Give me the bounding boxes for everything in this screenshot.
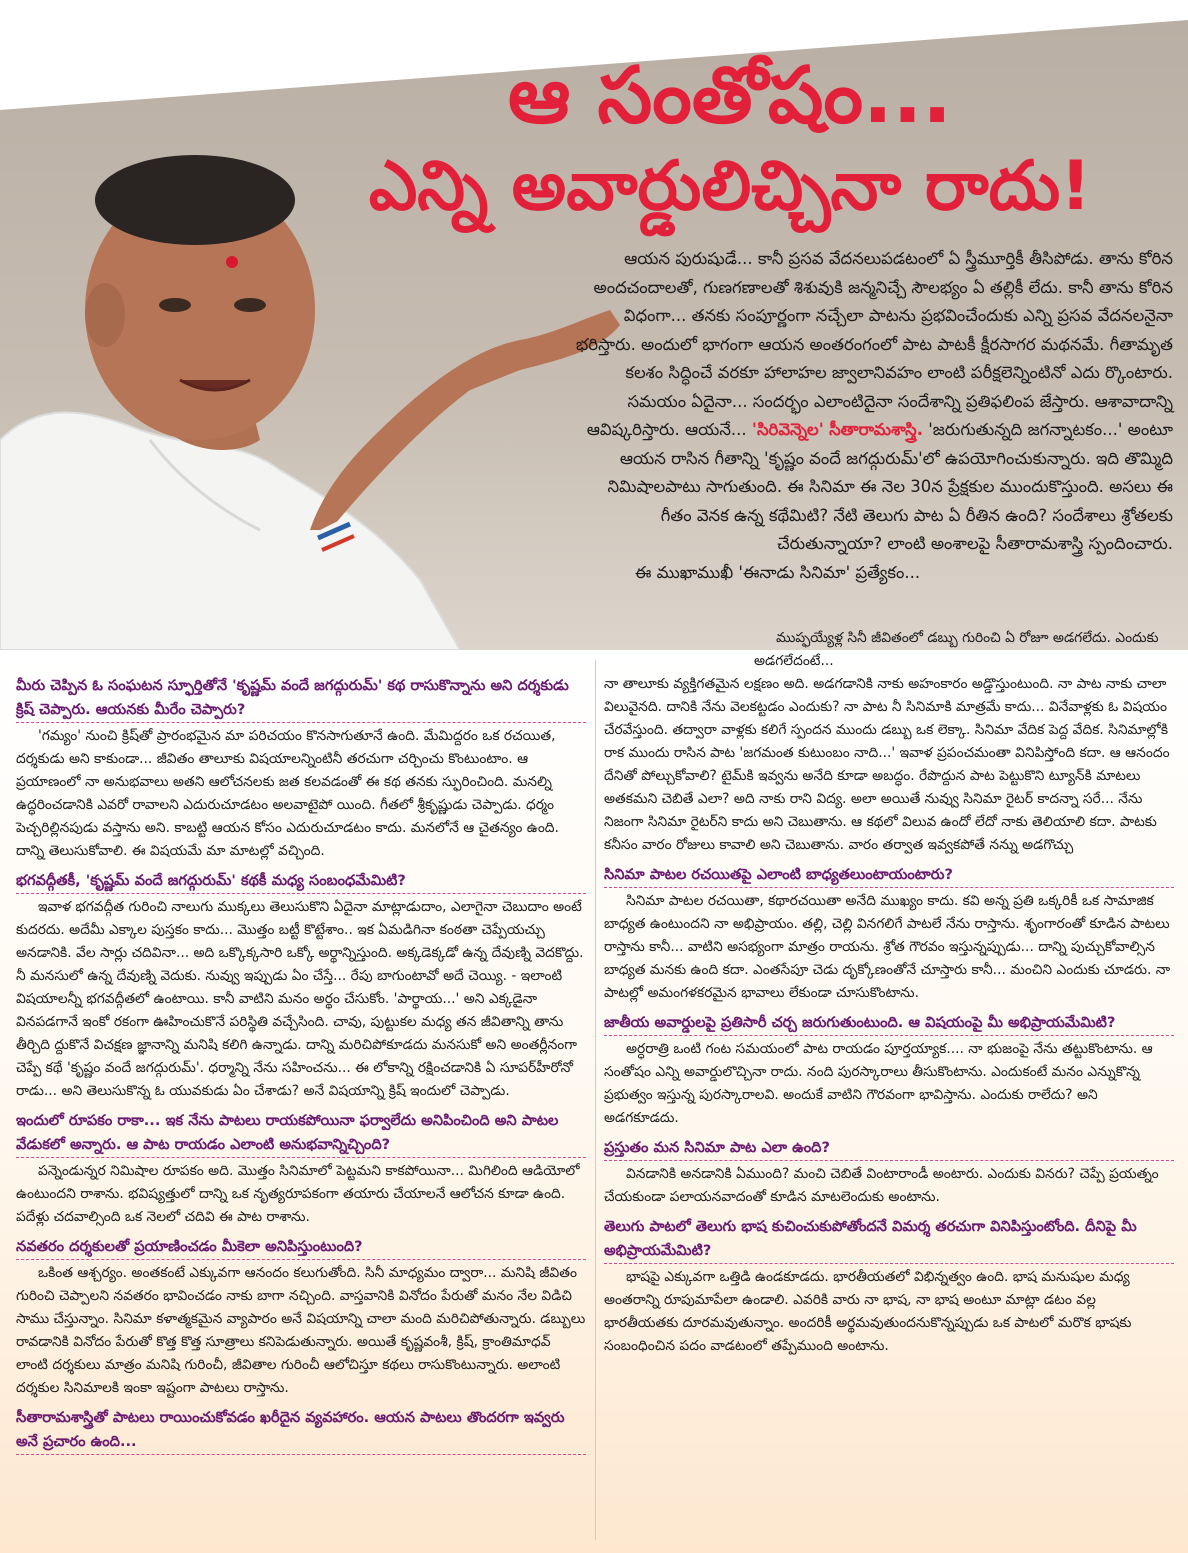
question-8: ప్రస్తుతం మన సినిమా పాట ఎలా ఉంది? [604, 1136, 1174, 1161]
right-column [604, 627, 1174, 1358]
question-9: తెలుగు పాటలో తెలుగు భాష కుచించుకుపోతోందనే విమర్శ తరచుగా వినిపిస్తుంటోంది. దీనిపై మీ అభిప్రాయమేమిటి? [604, 1215, 1174, 1264]
intro-name-a: 'సిరివెన్నెల' [751, 420, 824, 439]
answer-4: ఒకింత ఆశ్చర్యం. అంతకంటే ఎక్కువగా ఆనందం కలుగుతోంది. సినీ మాధ్యమం ద్వారా... మనిషి జీవితం గురించి చెప్పాలని నవతరం భావించడం నాకు బాగా నచ్చింది. వాస్తవానికి వినోదం పేరుతో మనం నేల విడిచి సాము చేస్తున్నాం. సినిమా కళాత్మకమైన వ్యాపారం అనే విషయాన్ని చాలా మంది మరిచిపోతున్నారు. డబ్బులు రావడానికి వినోదం పేరుతో కొత్త కొత్త సూత్రాలు కనిపెడుతున్నారు. అయితే కృష్ణవంశీ, క్రిష్, క్రాంతిమాధవ్ లాంటి దర్శకులు మాత్రం మనిషి గురించీ, జీవితాల గురించీ ఆలోచిస్తూ కథలు రాసుకొంటున్నారు. అలాంటి దర్శకుల సినిమాలకి ఇంకా ఇష్టంగా పాటలు రాస్తాను. [16, 1265, 586, 1396]
intro-name-b: సీతారామశాస్త్రి. [829, 420, 923, 439]
intro-closing: ఈ ముఖాముఖీ 'ఈనాడు సినిమా' ప్రత్యేకం... [635, 562, 921, 582]
answer-6: సినిమా పాటల రచయితా, కథారచయితా అనేది ముఖ్యం కాదు. కవి అన్న ప్రతి ఒక్కరికీ ఒక సామాజిక బాధ్యత ఉంటుందని నా అభిప్రాయం. తల్లి, చెల్లి వినగలిగే పాటలే నేను రాస్తాను. శృంగారంతో కూడిన పాటలు రాస్తాను కానీ... వాటిని అసభ్యంగా మాత్రం రాయను. శ్రోత గౌరవం ఇస్తున్నప్పుడు... దాన్ని పుచ్చుకోవాల్సిన బాధ్యత మనకు ఉంది కదా. ఎంతసేపూ చెడు దృక్కోణంతోనే చూస్తారు కానీ... మంచిని ఎందుకు చూడరు. నా పాటల్లో అమంగళకరమైన భావాలు లేకుండా చూసుకొంటాను. [604, 893, 1171, 1001]
question-3: ఇందులో రూపకం రాకా... ఇక నేను పాటలు రాయకపోయినా ఫర్వాలేదు అనిపించింది అని పాటల వేడుకలో అన్నారు. ఆ పాట రాయడం ఎలాంటి అనుభవాన్నిచ్చింది? [16, 1109, 586, 1158]
answer-8: వినడానికి అనడానికి ఏముంది? మంచి చెబితే వింటారాండీ అంటారు. ఎందుకు వినరు? చెప్పే ప్రయత్నం చేయకుండా పలాయనవాదంతో కూడిన మాటలెందుకు అంటాను. [604, 1166, 1159, 1205]
question-1: మీరు చెప్పిన ఓ సంఘటన స్ఫూర్తితోనే 'కృష్ణమ్ వందే జగద్గురుమ్' కథ రాసుకొన్నాను అని దర్శకుడు క్రిష్ చెప్పారు. ఆయనకు మీరేం చెప్పారు? [16, 674, 586, 723]
answer-9: భాషపై ఎక్కువగా ఒత్తిడి ఉండకూడదు. భారతీయతలో విభిన్నత్వం ఉంది. భాష మనుషుల మధ్య అంతరాన్ని రూపుమాపేలా ఉండాలి. ఎవరికి వారు నా భాష, నా భాష అంటూ మాట్లా డటం వల్ల భారతీయతకు దూరమవుతున్నాం. అందరికీ అర్థమవుతుందనుకొన్నప్పుడు ఒక పాటలో మరొక భాషకు సంబంధించిన పదం వాడటంలో తప్పేముంది అంటాను. [604, 1269, 1132, 1354]
column-divider [595, 660, 596, 1540]
left-column [16, 668, 586, 1457]
answer-3: పన్నెండున్నర నిమిషాల రూపకం అది. మొత్తం సినిమాలో పెట్టమని కాకపోయినా... మిగిలింది ఆడియోలో ఉంటుందని రాశాను. భవిష్యత్తులో దాన్ని ఒక నృత్యరూపకంగా తయారు చేయాలనే ఆలోచన కూడా ఉంది. పదేళ్లు చదవాల్సింది ఒక నెలలో చదివి ఈ పాట రాశాను. [16, 1163, 580, 1225]
intro-paragraph [575, 245, 1173, 587]
question-5: సీతారామశాస్త్రితో పాటలు రాయించుకోవడం ఖరీదైన వ్యవహారం. ఆయన పాటలు తొందరగా ఇవ్వరు అనే ప్రచారం ఉంది... [16, 1406, 586, 1455]
answer-2: ఇవాళ భగవద్గీత గురించి నాలుగు ముక్కలు తెలుసుకొని ఏదైనా మాట్లాడుదాం, ఎలాగైనా చెబుదాం అంటే కుదరదు. అదేమీ ఎక్కాల పుస్తకం కాదు... మొత్తం బట్టీ కొట్టేశాం.. ఇక ఏమడిగినా కంఠతా చెప్పేయచ్చు అనడానికి. వేల సార్లు చదివినా... అది ఒక్కొక్కసారి ఒక్కో అర్థాన్నిస్తుంది. అక్కడెక్కడో ఉన్న దేవుణ్ని వెదకొద్దు. నీ మనసులో ఉన్న దేవుణ్ని వెదుకు. నువ్వు ఇప్పుడు ఏం చేస్తే... రేపు బాగుంటావో అదే చెయ్యి. - ఇలాంటి విషయాలన్నీ భగవద్గీతలో ఉంటాయి. కానీ వాటిని మనం అర్థం చేసుకోం. 'పార్థాయ...' అని ఎక్కడైనా వినపడగానే ఇంకో రకంగా ఊహించుకొనే పరిస్థితి వచ్చేసింది. చావు, పుట్టుకల మధ్య తన జీవితాన్ని తాను తీర్చిది ద్దుకొనే విచక్షణ జ్ఞానాన్ని మనిషి కలిగి ఉన్నాడు. దాన్ని మరిచిపోకూడదు మనసుకో అని అంతర్లీనంగా చెప్పే కథే 'కృష్ణం వందే జగద్గురుమ్'. ధర్మాన్ని నేను సహించను... ఈ లోకాన్ని రక్షించడానికి ఏ సూపర్‌హీరోనో రాడు... అని తెలుసుకొన్న ఓ యువకుడు ఏం చేశాడు? అనే విషయాన్ని క్రిష్ ఇందులో చెప్పాడు. [16, 899, 584, 1099]
headline-line-1: ఆ సంతోషం... [508, 51, 952, 141]
question-4: నవతరం దర్శకులతో ప్రయాణించడం మీకెలా అనిపిస్తుంటుంది? [16, 1235, 586, 1260]
answer-5-intro: ముప్ఫయ్యేళ్ల సినీ జీవితంలో డబ్బు గురించి ఏ రోజూ అడగలేదు. ఎందుకు అడగలేదంటే... [754, 630, 1159, 669]
intro-text-b: 'జరుగుతున్నది జగన్నాటకం...' అంటూ ఆయన రాసిన గీతాన్ని 'కృష్ణం వందే జగద్గురుమ్'లో ఉపయోగించుకున్నారు. ఇది తొమ్మిది నిమిషాలపాటు సాగుతుంది. ఈ సినిమా ఈ నెల 30న ప్రేక్షకుల ముందుకొస్తుంది. అసలు ఈ గీతం వెనక ఉన్న కథేమిటి? నేటి తెలుగు పాట ఏ రీతిన ఉంది? సందేశాలు శ్రోతలకు చేరుతున్నాయా? లాంటి అంశాలపై సీతారామశాస్త్రి స్పందించారు. [607, 420, 1173, 553]
person-photo [0, 110, 640, 650]
question-2: భగవద్గీతకీ, 'కృష్ణమ్ వందే జగద్గురుమ్' కథకీ మధ్య సంబంధమేమిటి? [16, 869, 586, 894]
headline-line-2: ఎన్ని అవార్డులిచ్చినా రాదు! [368, 147, 1092, 226]
question-6: సినిమా పాటల రచయితపై ఎలాంటి బాధ్యతలుంటాయంటారు? [604, 863, 1174, 888]
answer-5: నా తాలూకు వ్యక్తిగతమైన లక్షణం అది. అడగడానికి నాకు అహంకారం అడ్డొస్తుంటుంది. నా పాట నాకు చాలా విలువైనది. దానికి నేను వెలకట్టడం ఎందుకు? నా పాట నీ సినిమాకి మాత్రమే కాదు... వినేవాళ్లకు ఓ విషయం చేరవేస్తుంది. తద్వారా వాళ్లకు కలిగే స్పందన ముందు డబ్బు ఒక లెక్కా. సినిమా వేదిక పెద్ద వేదిక. సినిమాల్లోకి రాక ముందు రాసిన పాట 'జగమంత కుటుంబం నాది...' ఇవాళ ప్రపంచమంతా వినిపిస్తోంది కదా. ఆ ఆనందం దేనితో పోల్చుకోవాలి? టైమ్‌కి ఇవ్వను అనేది కూడా అబద్ధం. రేపొద్దున పాట పెట్టుకొని ట్యూన్‌కి మాటలు అతకమని చెబితే ఎలా? అది నాకు రాని విద్య. అలా అయితే నువ్వు సినిమా రైటర్ కాదన్నా సరే... నేను నిజంగా సినిమా రైటర్‌ని కాదు అని చెబుతాను. ఆ కథలో విలువ ఉందో లేదో నాకు తెలియాలి కదా. పాటకు కనీసం వారం రోజులు కావాలి అని చెబుతాను. వారం తర్వాత ఇవ్వకపోతే నన్ను అడగొచ్చు [604, 676, 1170, 853]
answer-7: అర్ధరాత్రి ఒంటి గంట సమయంలో పాట రాయడం పూర్తయ్యాక.... నా భుజంపై నేను తట్టుకొంటాను. ఆ సంతోషం ఎన్ని అవార్డులొచ్చినా రాదు. నంది పురస్కారాలు తీసుకొంటాను. ఎందుకంటే మనం ఎన్నుకొన్న ప్రభుత్వం ఇస్తున్న పురస్కారాలవి. అందుకే వాటిని గౌరవంగా భావిస్తాను. ఎందుకు రాలేదు? అని అడగకూడదు. [604, 1041, 1153, 1126]
question-7: జాతీయ అవార్డులపై ప్రతిసారీ చర్చ జరుగుతుంటుంది. ఆ విషయంపై మీ అభిప్రాయమేమిటి? [604, 1011, 1174, 1036]
answer-1: 'గమ్యం' నుంచి క్రిష్‌తో ప్రారంభమైన మా పరిచయం కొనసాగుతూనే ఉంది. మేమిద్దరం ఒక రచయిత, దర్శకుడు అని కాకుండా... జీవితం తాలూకు విషయాలన్నింటినీ తరచుగా చర్చించు కొంటుంటాం. ఆ ప్రయాణంలో నా అనుభవాలు అతని ఆలోచనలకు జత కలవడంతో ఈ కథ తనకు స్ఫురించింది. మనల్ని ఉద్ధరించడానికి ఎవరో రావాలని ఎదురుచూడటం అలవాటైపో యింది. గీతలో శ్రీకృష్ణుడు చెప్పాడు. ధర్మం పెచ్చరిల్లినపుడు వస్తాను అని. కాబట్టి ఆయన కోసం ఎదురుచూడటం కాదు. మనలోనే ఆ చైతన్యం ఉంది. దాన్ని తెలుసుకోవాలి. ఈ విషయమే మా మాటల్లో వచ్చింది. [16, 728, 559, 859]
intro-text-a: ఆయన పురుషుడే... కానీ ప్రసవ వేదనలుపడటంలో ఏ స్త్రీమూర్తికీ తీసిపోడు. తాను కోరిన అందచందాలతో, గుణగణాలతో శిశువుకి జన్మనిచ్చే సౌలభ్యం ఏ తల్లికీ లేదు. కానీ తాను కోరిన విధంగా... తనకు సంపూర్ణంగా నచ్చేలా పాటను ప్రభవించేందుకు ఎన్ని ప్రసవ వేదనలనైనా భరిస్తారు. అందులో భాగంగా ఆయన అంతరంగంలో పాట పాటకీ క్షీరసాగర మథనమే. గీతామృత కలశం సిద్ధించే వరకూ హాలాహల జ్వాలానివహం లాంటి పరీక్షలెన్నింటినో ఎదు ర్కొంటారు. సమయం ఏదైనా... సందర్భం ఎలాంటిదైనా సందేశాన్ని ప్రతిఫలింప జేస్తారు. ఆశావాదాన్ని ఆవిష్కరిస్తారు. ఆయనే... [575, 249, 1173, 439]
